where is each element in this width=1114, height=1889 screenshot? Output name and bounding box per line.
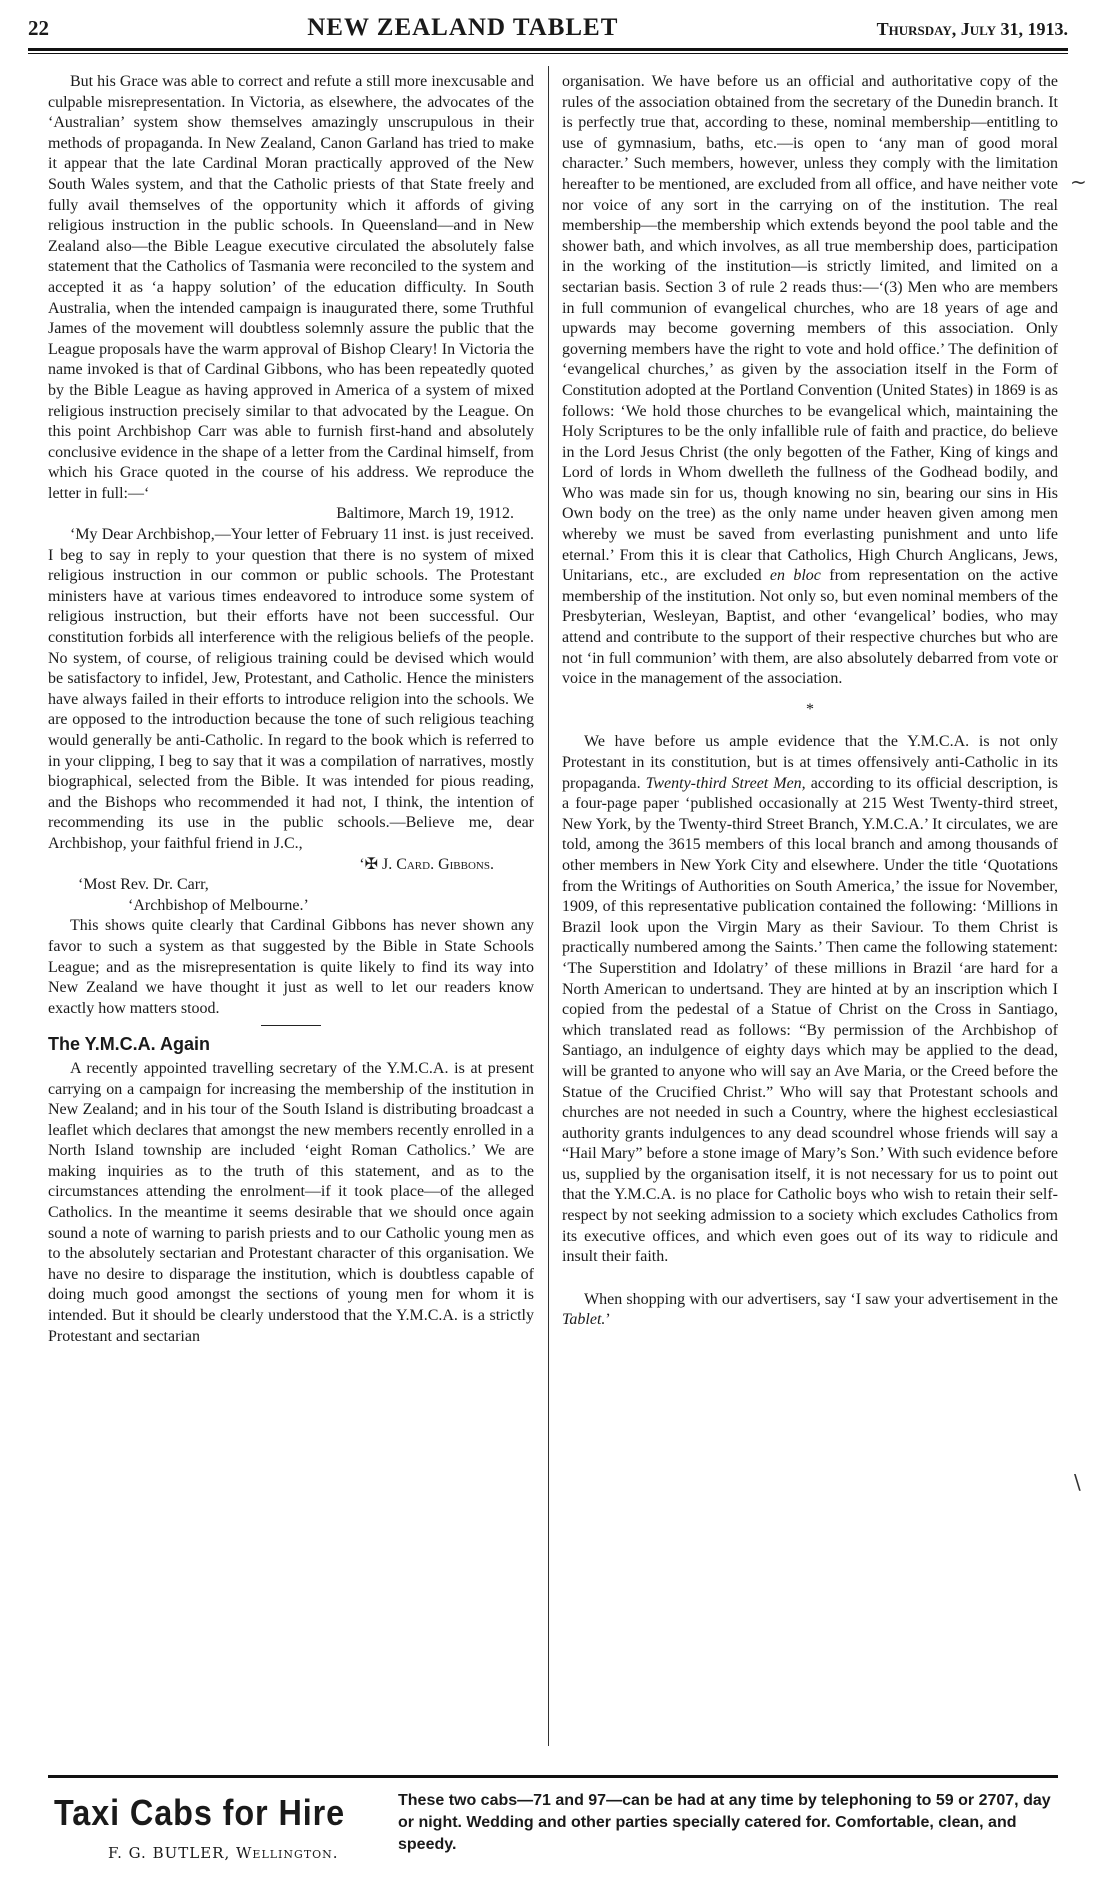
column-divider	[548, 66, 549, 1746]
ad-text: These two cabs—71 and 97—can be had at any time by telephoning to 59 or 2707, day or night. Wedding and other parties specially catered for. Comfortable, clean, and speedy.	[398, 1792, 1051, 1853]
paragraph: This shows quite clearly that Cardinal Gibbons has never shown any favor to such a system as that suggested by the Bible in State Schools League; and as the misrepresentation is quite likely to find its way into New Zealand we have thought it just as well to let our readers know exactly how matters stood.	[48, 917, 534, 1017]
issue-date: Thursday, July 31, 1913.	[876, 19, 1068, 39]
page-header	[28, 14, 1068, 51]
margin-mark: ~	[1070, 170, 1087, 194]
left-column	[48, 72, 534, 1347]
section-heading: The Y.M.C.A. Again	[48, 1034, 211, 1055]
ad-headline: Taxi Cabs for Hire	[54, 1792, 346, 1833]
paragraph: We have before us ample evidence that the Y.M.C.A. is not only Protestant in its constitution, but is at times offensively anti-Catholic in its propaganda. Twenty-third Street Men, according to its official description, is a four-page paper ‘published occasionally at 215 West Twenty-third street, New York, by the Twenty-third Street Branch, Y.M.C.A.’ It circulates, we are told, among the 3615 members of this local branch and among thousands of other members in New York City and elsewhere. Under the title ‘Quotations from the Writings of Authorities on South America,’ the issue for November, 1909, of this representative publication contained the following: ‘Millions in Brazil look upon the Virgin Mary as their Saviour. To them Christ is practically numbered among the Saints.’ Then came the following statement: ‘The Superstition and Idolatry’ of these millions in Brazil ‘are hard for a North American to undertsand. They are hinted at by an inscription which I copied from the pedestal of a Statue of Christ on the Cross in Santiago, which translated read as follows: “By permission of the Archbishop of Santiago, an indulgence of eighty days which may be applied to the dead, will be granted to anyone who will say an Ave Maria, or the Creed before the Statue of the Crucified Christ.” Who will say that Protestant schools and churches are not needed in such a Country, where the highest ecclesiastical authority grants indulgences to any dead scoundrel whose friends will say a “Hail Mary” before a stone image of Mary’s Son.’ With such evidence before us, supplied by the organisation itself, it is not necessary for us to point out that the Y.M.C.A. is no place for Catholic boys who wish to retain their self-respect by not seeking admission to a society which excludes Catholics from its executive offices, and which even goes out of its way to ridicule and insult their faith.	[562, 733, 1058, 1266]
paragraph: But his Grace was able to correct and refute a still more inexcusable and culpable misrepresentation. In Victoria, as elsewhere, the advocates of the ‘Australian’ system show themselves amazingly unscrupulous in their methods of propaganda. In New Zealand, Canon Garland has tried to make it appear that the late Cardinal Moran practically approved of the New South Wales system, and that the Catholic priests of that State freely and fully avail themselves of the opportunity which it affords of giving religious instruction in the public schools. In Queensland—and in New Zealand also—the Bible League executive circulated the absolutely false statement that the Catholics of Tasmania were reconciled to the system and accepted it as ‘a happy solution’ of the education difficulty. In South Australia, when the intended campaign is inaugurated there, some Truthful James of the movement will doubtless solemnly assure the public that the League proposals have the warm approval of Bishop Cleary! In Victoria the name invoked is that of Cardinal Gibbons, who has been repeatedly quoted by the Bible League as having approved in America of a system of mixed religious instruction precisely similar to that advocated by the League. On this point Archbishop Carr was able to furnish first-hand and absolutely conclusive evidence in the shape of a letter from the Cardinal himself, from which his Grace quoted in the course of his address. We reproduce the letter in full:—‘	[48, 73, 534, 502]
paragraph: organisation. We have before us an official and authoritative copy of the rules of the association obtained from the secretary of the Dunedin branch. It is perfectly true that, according to these, nominal membership—entitling to use of gymnasium, baths, etc.—is open to ‘any man of good moral character.’ Such members, however, unless they comply with the limitation hereafter to be mentioned, are excluded from all office, and have neither vote nor voice of any sort in the carrying on of the institution. The real membership—the membership which extends beyond the pool table and the shower bath, and which involves, as all true membership does, participation in the working of the institution—is strictly limited, and limited on a sectarian basis. Section 3 of rule 2 reads thus:—‘(3) Men who are members in full communion of evangelical churches, who are 18 years of age and upwards may become governing members of this association. Only governing members have the right to vote and hold office.’ The definition of ‘evangelical churches,’ as given by the association itself in the Form of Constitution adopted at the Portland Convention (United States) in 1869 is as follows: ‘We hold those churches to be evangelical which, maintaining the Holy Scriptures to be the only infallible rule of faith and practice, do believe in the Lord Jesus Christ (the only begotten of the Father, King of kings and Lord of lords in Whom dwelleth the fullness of the Godhead bodily, and Who was made sin for us, though knowing no sin, bearing our sins in His Own body on the tree) as the only name under heaven given among men whereby we must be saved from everlasting punishment and unto life eternal.’ From this it is clear that Catholics, High Church Anglicans, Jews, Unitarians, etc., are excluded en bloc from representation on the active membership of the institution. Not only so, but even nominal members of the Presbyterian, Wesleyan, Baptist, and other ‘evangelical’ bodies, who may attend and contribute to the support of their respective churches but who are not ‘in full communion’ with them, are also absolutely debarred from vote or voice in the management of the association.	[562, 73, 1059, 688]
advertiser-note: When shopping with our advertisers, say ‘I saw your advertisement in the Tablet.’	[562, 1290, 1058, 1329]
letter-signature: ‘✠ J. Card. Gibbons.	[359, 855, 494, 873]
section-star: *	[806, 700, 814, 718]
separator	[261, 1025, 321, 1026]
letter-addressee: ‘Most Rev. Dr. Carr,	[78, 876, 209, 894]
paragraph: A recently appointed travelling secretary of the Y.M.C.A. is at present carrying on a campaign for increasing the membership of the institution in New Zealand; and in his tour of the South Island is distributing broadcast a leaflet which declares that amongst the new members recently enrolled in a North Island township are included ‘eight Roman Catholics.’ We are making inquiries as to the truth of this statement, and as to the circumstances attending the enrolment—if it took place—of the alleged Catholics. In the meantime it seems desirable that we should once again sound a note of warning to parish priests and to our Catholic young men as to the absolutely sectarian and Protestant character of this organisation. We have no desire to disparage the institution, which is doubtless capable of doing much good amongst the sections of young men for whom it is intended. But it should be clearly understood that the Y.M.C.A. is a strictly Protestant and sectarian	[48, 1059, 534, 1345]
page-number: 22	[28, 16, 49, 40]
letter-body: ‘My Dear Archbishop,—Your letter of February 11 inst. is just received. I beg to say in reply to your question that there is no system of mixed religious instruction in our common or public schools. The Protestant ministers have at various times endeavored to introduce some system of religious instruction, but their efforts have not been successful. Our constitution forbids all interference with the religious beliefs of the people. No system, of course, of religious training could be devised which would be satisfactory to infidel, Jew, Protestant, and Catholic. Hence the ministers have always failed in their efforts to introduce religion into the schools. We are opposed to the introduction because the tone of such religious teaching would generally be anti-Catholic. In regard to the book which is referred to in your clipping, I beg to say that it was a compilation of narratives, mostly biographical, selected from the Bible. It was intended for pious reading, and the Bishops who recommended it had not, I think, the intention of recommending its use in the public schools.—Believe me, dear Archbishop, your faithful friend in J.C.,	[48, 526, 534, 852]
ad-signature: F. G. BUTLER, Wellington.	[108, 1844, 339, 1862]
masthead-title: NEW ZEALAND TABLET	[307, 14, 619, 41]
advertisement	[48, 1775, 1058, 1878]
right-column	[562, 72, 1058, 1331]
letter-addressee: ‘Archbishop of Melbourne.’	[128, 896, 309, 914]
letter-date: Baltimore, March 19, 1912.	[336, 505, 514, 523]
margin-mark: \	[1074, 1470, 1081, 1494]
header-rule	[28, 53, 1068, 54]
